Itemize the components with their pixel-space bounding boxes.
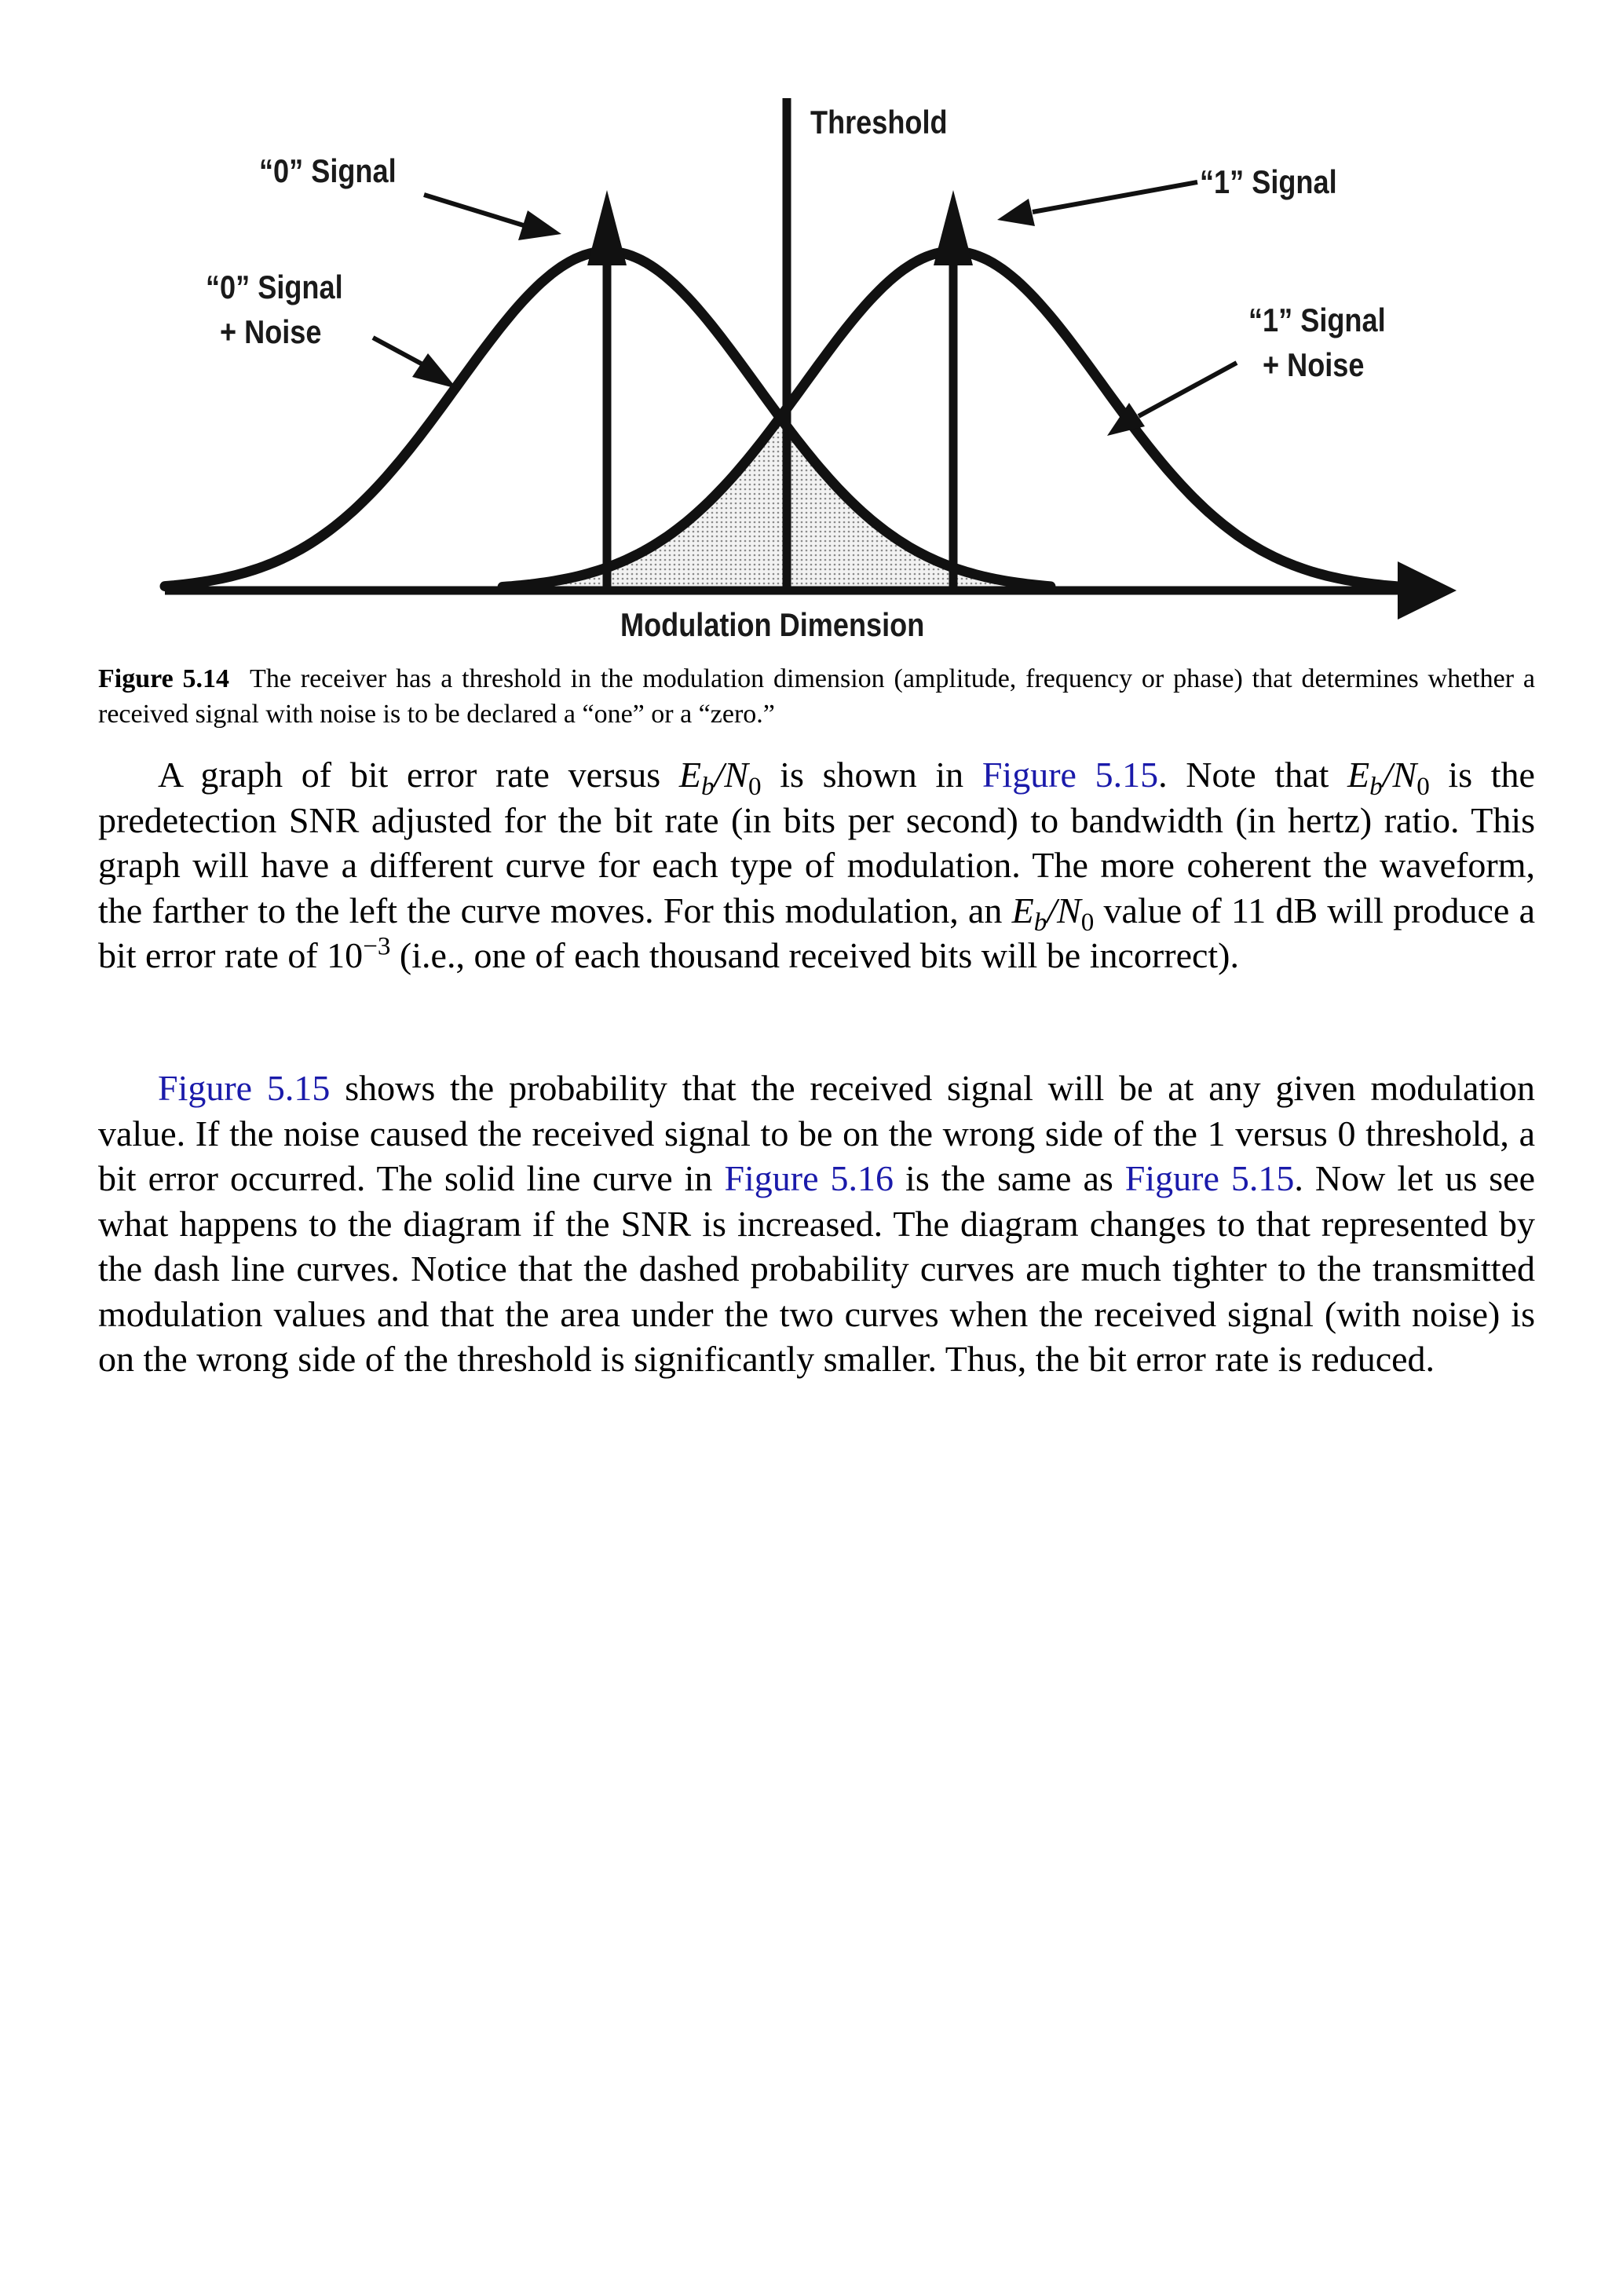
paragraph-1 <box>98 752 1535 978</box>
eb-subscript: b <box>1369 772 1383 802</box>
n0-subscript: 0 <box>1416 772 1430 802</box>
one-signal-arrowhead <box>934 190 973 265</box>
figure-5-15-link[interactable]: Figure 5.15 <box>981 755 1159 795</box>
text-run: (i.e., one of each thousand received bits will be incorrect). <box>390 935 1239 975</box>
zero-signal-label: “0” Signal <box>259 152 397 189</box>
caption-text: The receiver has a threshold in the modulation dimension (amplitude, frequency or phase) that determines whether a received signal with noise is to be declared a “one” or a “zero.” <box>98 664 1535 729</box>
n0-symbol: /N <box>714 755 748 795</box>
exponent: −3 <box>363 931 391 961</box>
axis-arrowhead <box>1398 561 1457 620</box>
text-run: is the predetection SNR adjusted for the bit rate (in bits per second) to bandwidth (in hertz) ratio. This graph will have a different curve for each type of modulation. The more coherent the waveform, the farther to the left the curve moves. For this modulation, an <box>98 755 1535 930</box>
eb-subscript: b <box>1033 907 1047 937</box>
one-signal-label: “1” Signal <box>1200 163 1337 200</box>
n0-symbol: /N <box>1047 890 1081 930</box>
one-signal-noise-label-line2: + Noise <box>1263 346 1365 383</box>
eb-symbol: E <box>1347 755 1370 795</box>
figure-5-15-link[interactable]: Figure 5.15 <box>158 1068 331 1108</box>
n0-symbol: /N <box>1382 755 1417 795</box>
figure-5-14 <box>149 86 1500 652</box>
figure-caption <box>98 661 1535 732</box>
eb-symbol: E <box>678 755 701 795</box>
error-region <box>473 418 1087 590</box>
text-run: is shown in <box>761 755 982 795</box>
zero-signal-arrowhead <box>587 190 627 265</box>
n0-subscript: 0 <box>1080 907 1095 937</box>
figure-5-16-link[interactable]: Figure 5.16 <box>724 1158 894 1198</box>
text-run: . Now let us see what happens to the diagram if the SNR is increased. The diagram changes to that represented by the dash line curves. Notice that the dashed probability curves are much tighter to the transmitted modulation values and that the area under the two curves when the received signal (with noise) is on the wrong side of the threshold is significantly smaller. Thus, the bit error rate is reduced. <box>98 1158 1535 1379</box>
zero-signal-noise-label-line1: “0” Signal <box>206 269 343 305</box>
zero-signal-noise-label-line2: + Noise <box>220 313 322 350</box>
one-signal-noise-label-line1: “1” Signal <box>1248 302 1386 338</box>
paragraph-2 <box>98 1066 1535 1382</box>
text-run: is the same as <box>894 1158 1125 1198</box>
text-run: shows the probability that the received signal will be at any given modulation value. If the noise caused the received signal to be on the wrong side of the 1 versus 0 threshold, a bit error occurred. The solid line curve in <box>98 1068 1535 1198</box>
text-run: A graph of bit error rate versus <box>158 755 679 795</box>
n0-subscript: 0 <box>748 772 762 802</box>
text-run: . Note that <box>1158 755 1348 795</box>
text-run: value of 11 dB will produce a bit error rate of 10 <box>98 890 1535 975</box>
axis-label: Modulation Dimension <box>620 606 925 643</box>
eb-symbol: E <box>1011 890 1034 930</box>
threshold-label: Threshold <box>810 104 948 141</box>
figure-5-15-link[interactable]: Figure 5.15 <box>1124 1158 1295 1198</box>
eb-subscript: b <box>700 772 715 802</box>
caption-number: Figure 5.14 <box>98 664 230 693</box>
